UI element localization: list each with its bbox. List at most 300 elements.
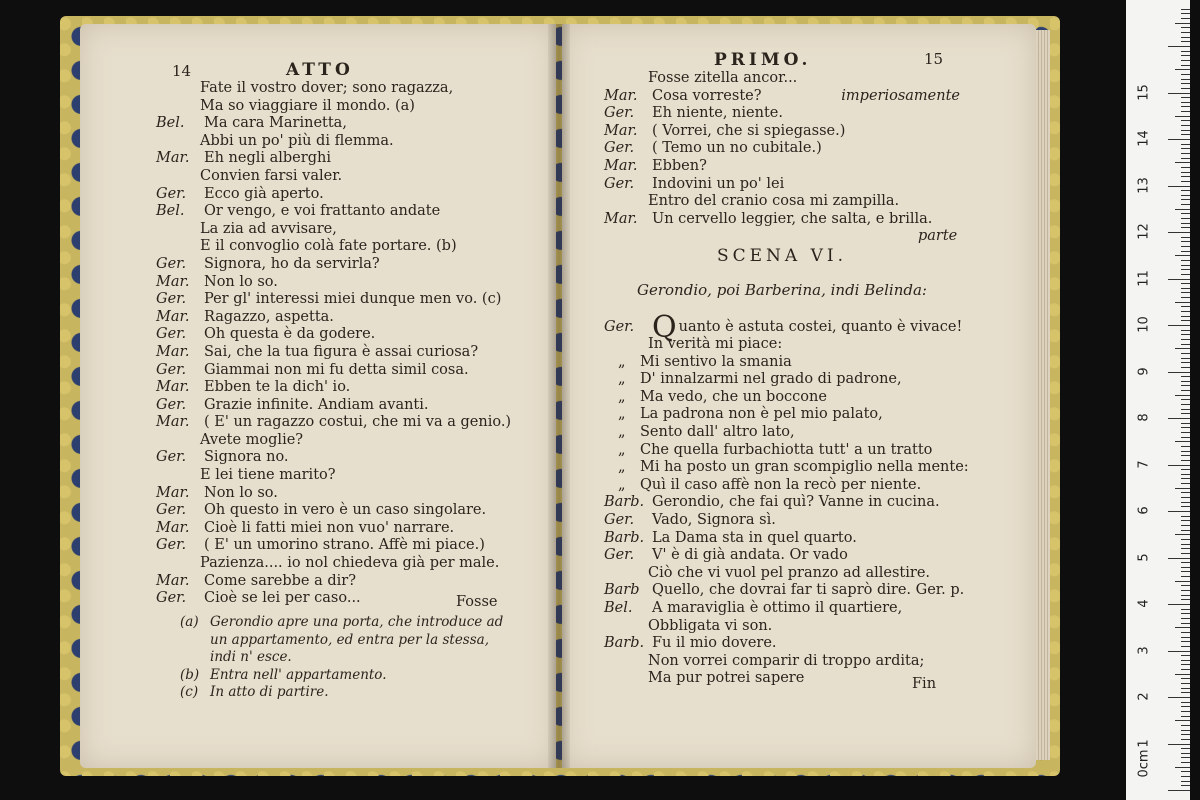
left-running-header: ATTO bbox=[286, 60, 354, 80]
speaker-label: Ger. bbox=[604, 319, 635, 335]
ruler-tick bbox=[1181, 339, 1190, 340]
speaker-label: Mar. bbox=[604, 122, 638, 139]
ruler-tick bbox=[1181, 251, 1190, 252]
ruler-tick bbox=[1181, 548, 1190, 549]
ruler-number: 5 bbox=[1136, 552, 1152, 562]
ruler-tick bbox=[1175, 488, 1190, 489]
ruler-tick bbox=[1181, 111, 1190, 112]
line-text: Ma cara Marinetta, bbox=[204, 115, 347, 132]
ruler-number: 13 bbox=[1136, 176, 1152, 194]
line-text: Or vengo, e voi frattanto andate bbox=[204, 203, 441, 220]
ruler-tick bbox=[1181, 520, 1190, 521]
dialogue-line bbox=[604, 442, 960, 460]
ruler-tick bbox=[1175, 302, 1190, 303]
dialogue-line bbox=[604, 424, 960, 442]
dialogue-line bbox=[156, 379, 526, 397]
speaker-label: Ger. bbox=[156, 537, 187, 554]
dialogue-line bbox=[156, 256, 526, 274]
dialogue-line bbox=[604, 158, 960, 176]
dialogue-line bbox=[156, 309, 526, 327]
ruler-tick bbox=[1181, 97, 1190, 98]
quote-mark: „ bbox=[618, 423, 626, 440]
speaker-label: Ger. bbox=[156, 291, 187, 308]
right-dialogue-top bbox=[604, 70, 960, 228]
line-text: Ragazzo, aspetta. bbox=[204, 308, 334, 325]
speaker-label: Mar. bbox=[156, 273, 190, 290]
ruler-tick bbox=[1181, 237, 1190, 238]
speaker-label: Mar. bbox=[156, 150, 190, 167]
ruler-tick bbox=[1181, 376, 1190, 377]
footnote-text: Gerondio apre una porta, che introduce ad bbox=[210, 614, 504, 630]
ruler-tick bbox=[1181, 330, 1190, 331]
ruler-tick bbox=[1175, 627, 1190, 628]
line-text: Signora, ho da servirla? bbox=[204, 255, 380, 272]
speaker-label: Mar. bbox=[156, 343, 190, 360]
ruler-tick bbox=[1181, 609, 1190, 610]
quote-mark: „ bbox=[618, 371, 626, 388]
ruler-tick bbox=[1181, 423, 1190, 424]
line-text: Quì il caso affè non la recò per niente. bbox=[640, 476, 922, 493]
ruler-tick bbox=[1181, 320, 1190, 321]
ruler-tick bbox=[1181, 120, 1190, 121]
line-text: Fosse zitella ancor... bbox=[648, 70, 798, 86]
ruler-tick bbox=[1181, 409, 1190, 410]
line-text: E il convoglio colà fate portare. (b) bbox=[200, 238, 457, 255]
ruler-number: 6 bbox=[1136, 506, 1152, 515]
dialogue-line bbox=[604, 211, 960, 229]
ruler-tick bbox=[1181, 102, 1190, 103]
dialogue-line bbox=[604, 670, 960, 688]
dialogue-line bbox=[156, 573, 526, 591]
footnote-text: In atto di partire. bbox=[210, 684, 329, 701]
ruler-tick bbox=[1168, 558, 1190, 559]
speaker-label: Bel. bbox=[604, 599, 633, 616]
stage-direction: imperiosamente bbox=[841, 87, 960, 104]
ruler-tick bbox=[1168, 465, 1190, 466]
line-text: Come sarebbe a dir? bbox=[204, 572, 356, 589]
line-text: Un cervello leggier, che salta, e brilla. bbox=[652, 210, 933, 227]
ruler-number: 10 bbox=[1136, 316, 1152, 333]
dialogue-line bbox=[604, 371, 960, 389]
dialogue-line bbox=[156, 449, 526, 467]
ruler-tick bbox=[1181, 385, 1190, 386]
dialogue-line bbox=[604, 176, 960, 194]
first-line-text: uanto è astuta costei, quanto è vivace! bbox=[678, 319, 963, 335]
quote-mark: „ bbox=[618, 388, 626, 405]
right-running-header: PRIMO. bbox=[714, 50, 812, 70]
line-text: ( E' un ragazzo costui, che mi va a genio.) bbox=[204, 414, 512, 431]
speaker-label: Mar. bbox=[156, 308, 190, 325]
ruler-tick bbox=[1181, 655, 1190, 656]
ruler-tick bbox=[1181, 125, 1190, 126]
dialogue-line bbox=[156, 555, 526, 573]
measuring-ruler bbox=[1126, 0, 1190, 800]
ruler-tick bbox=[1181, 544, 1190, 545]
line-text: Eh negli alberghi bbox=[204, 150, 331, 167]
line-text: Non lo so. bbox=[204, 484, 278, 501]
footnote-mark: (a) bbox=[180, 614, 199, 630]
footnote-mark: (b) bbox=[180, 666, 200, 683]
ruler-tick bbox=[1181, 451, 1190, 452]
line-text: Avete moglie? bbox=[200, 431, 304, 448]
line-text: Oh questo in vero è un caso singolare. bbox=[204, 502, 487, 519]
line-text: Vado, Signora sì. bbox=[652, 511, 776, 528]
speaker-label: Ger. bbox=[156, 255, 187, 272]
speaker-label: Barb bbox=[604, 582, 640, 599]
ruler-tick bbox=[1181, 646, 1190, 647]
ruler-number: 12 bbox=[1136, 223, 1152, 240]
ruler-tick bbox=[1181, 292, 1190, 293]
dialogue-line bbox=[604, 653, 960, 671]
ruler-tick bbox=[1175, 581, 1190, 582]
footnote-line bbox=[180, 667, 520, 685]
ruler-number: 15 bbox=[1136, 83, 1152, 101]
ruler-tick bbox=[1181, 41, 1190, 42]
ruler-tick bbox=[1168, 46, 1190, 47]
ruler-number: 2 bbox=[1136, 692, 1152, 701]
ruler-tick bbox=[1181, 153, 1190, 154]
ruler-tick bbox=[1181, 613, 1190, 614]
ruler-tick bbox=[1181, 344, 1190, 345]
line-text: Cosa vorreste? bbox=[652, 87, 762, 104]
line-text: Ciò che vi vuol pel pranzo ad allestire. bbox=[648, 564, 931, 581]
dialogue-line bbox=[604, 565, 960, 583]
line-text: Grazie infinite. Andiam avanti. bbox=[204, 396, 429, 413]
ruler-tick bbox=[1181, 599, 1190, 600]
speaker-label: Ger. bbox=[604, 511, 635, 528]
ruler-tick bbox=[1168, 139, 1190, 140]
ruler-number: 14 bbox=[1136, 130, 1152, 147]
ruler-number: 9 bbox=[1136, 366, 1152, 376]
right-page-number: 15 bbox=[924, 50, 944, 68]
quote-mark: „ bbox=[618, 406, 626, 423]
ruler-tick bbox=[1181, 678, 1190, 679]
line-text: Mi sentivo la smania bbox=[640, 353, 792, 370]
speaker-label: Ger. bbox=[604, 547, 635, 564]
ruler-tick bbox=[1175, 395, 1190, 396]
ruler-tick bbox=[1181, 51, 1190, 52]
speaker-label: Ger. bbox=[156, 590, 187, 607]
footnote-mark: (c) bbox=[180, 684, 199, 701]
line-text: Per gl' interessi miei dunque men vo. (c) bbox=[204, 291, 502, 308]
ruler-number: 4 bbox=[1136, 599, 1152, 608]
ruler-tick bbox=[1181, 706, 1190, 707]
ruler-tick bbox=[1181, 641, 1190, 642]
ruler-tick bbox=[1181, 158, 1190, 159]
left-page-number: 14 bbox=[172, 62, 192, 80]
dialogue-line bbox=[156, 80, 526, 98]
ruler-tick bbox=[1168, 279, 1190, 280]
ruler-tick bbox=[1181, 83, 1190, 84]
dialogue-line bbox=[156, 485, 526, 503]
ruler-tick bbox=[1181, 130, 1190, 131]
left-dialogue bbox=[156, 80, 526, 608]
line-text: Giammai non mi fu detta simil cosa. bbox=[204, 361, 469, 378]
ruler-tick bbox=[1181, 195, 1190, 196]
ruler-tick bbox=[1181, 525, 1190, 526]
ruler-tick bbox=[1181, 381, 1190, 382]
dialogue-line bbox=[156, 274, 526, 292]
quote-mark: „ bbox=[618, 459, 626, 476]
ruler-tick bbox=[1181, 688, 1190, 689]
dialogue-line bbox=[604, 193, 960, 211]
dialogue-line bbox=[156, 362, 526, 380]
line-text: Oh questa è da godere. bbox=[204, 326, 376, 343]
dialogue-line bbox=[604, 389, 960, 407]
footnote-line bbox=[180, 632, 520, 650]
ruler-tick bbox=[1181, 585, 1190, 586]
line-text: Ma pur potrei sapere bbox=[648, 670, 805, 687]
ruler-tick bbox=[1181, 269, 1190, 270]
ruler-tick bbox=[1181, 297, 1190, 298]
speaker-label: Ger. bbox=[156, 396, 187, 413]
speaker-label: Barb. bbox=[604, 635, 645, 652]
ruler-tick bbox=[1168, 93, 1190, 94]
ruler-tick bbox=[1181, 502, 1190, 503]
dialogue-line bbox=[604, 123, 960, 141]
ruler-tick bbox=[1181, 478, 1190, 479]
ruler-tick bbox=[1181, 446, 1190, 447]
ruler-tick bbox=[1168, 232, 1190, 233]
line-text: Pazienza.... io nol chiedeva già per male. bbox=[200, 555, 500, 572]
dialogue-line bbox=[604, 477, 960, 495]
ruler-tick bbox=[1181, 437, 1190, 438]
line-text: Non lo so. bbox=[204, 273, 278, 290]
dialogue-line bbox=[156, 186, 526, 204]
ruler-tick bbox=[1181, 739, 1190, 740]
line-text: Obbligata vi son. bbox=[648, 617, 773, 634]
dialogue-line bbox=[604, 459, 969, 477]
ruler-tick bbox=[1181, 595, 1190, 596]
ruler-tick bbox=[1181, 311, 1190, 312]
ruler-tick bbox=[1175, 441, 1190, 442]
ruler-tick bbox=[1181, 74, 1190, 75]
speaker-label: Mar. bbox=[156, 572, 190, 589]
left-catchword: Fosse bbox=[456, 594, 498, 610]
right-dialogue-aria bbox=[604, 336, 969, 688]
ruler-tick bbox=[1181, 134, 1190, 135]
dialogue-line bbox=[604, 354, 960, 372]
ruler-tick bbox=[1181, 632, 1190, 633]
ruler-tick bbox=[1181, 669, 1190, 670]
footnote-text: indi n' esce. bbox=[210, 649, 292, 666]
ruler-tick bbox=[1175, 209, 1190, 210]
ruler-tick bbox=[1181, 265, 1190, 266]
line-text: Quello, che dovrai far ti saprò dire. Ger. p. bbox=[652, 582, 965, 599]
dialogue-line bbox=[604, 70, 960, 88]
ruler-tick bbox=[1181, 362, 1190, 363]
ruler-tick bbox=[1181, 776, 1190, 777]
ruler-tick bbox=[1175, 116, 1190, 117]
ruler-tick bbox=[1181, 748, 1190, 749]
ruler-tick bbox=[1181, 623, 1190, 624]
dialogue-line bbox=[604, 582, 965, 600]
dialogue-line bbox=[156, 414, 526, 432]
speaker-label: Ger. bbox=[156, 502, 187, 519]
ruler-tick bbox=[1181, 60, 1190, 61]
dialogue-line bbox=[156, 221, 526, 239]
ruler-unit-label: 0cm bbox=[1136, 749, 1152, 778]
line-text: Signora no. bbox=[204, 449, 289, 466]
ruler-tick bbox=[1181, 771, 1190, 772]
line-text: In verità mi piace: bbox=[648, 336, 783, 352]
ruler-tick bbox=[1181, 716, 1190, 717]
line-text: ( E' un umorino strano. Affè mi piace.) bbox=[204, 537, 485, 554]
speaker-label: Barb. bbox=[604, 494, 645, 511]
line-text: La Dama sta in quel quarto. bbox=[652, 529, 857, 546]
scene-characters: Gerondio, poi Barberina, indi Belinda: bbox=[637, 281, 927, 299]
dialogue-line bbox=[156, 238, 526, 256]
ruler-tick bbox=[1181, 172, 1190, 173]
quote-mark: „ bbox=[618, 476, 626, 493]
ruler-tick bbox=[1181, 730, 1190, 731]
line-text: Non vorrei comparir di troppo ardita; bbox=[648, 652, 925, 669]
ruler-tick bbox=[1181, 199, 1190, 200]
ruler-tick bbox=[1181, 567, 1190, 568]
ruler-tick bbox=[1181, 455, 1190, 456]
ruler-tick bbox=[1181, 288, 1190, 289]
speaker-label: Mar. bbox=[156, 519, 190, 536]
ruler-tick bbox=[1181, 181, 1190, 182]
ruler-tick bbox=[1175, 534, 1190, 535]
speaker-label: Mar. bbox=[604, 87, 638, 104]
ruler-tick bbox=[1175, 255, 1190, 256]
dialogue-line bbox=[156, 133, 526, 151]
ruler-tick bbox=[1181, 785, 1190, 786]
ruler-tick bbox=[1175, 69, 1190, 70]
ruler-tick bbox=[1168, 604, 1190, 605]
ruler-tick bbox=[1181, 227, 1190, 228]
ruler-tick bbox=[1181, 334, 1190, 335]
ruler-tick bbox=[1181, 469, 1190, 470]
ruler-tick bbox=[1181, 757, 1190, 758]
line-text: D' innalzarmi nel grado di padrone, bbox=[640, 371, 902, 388]
ruler-tick bbox=[1181, 460, 1190, 461]
dialogue-line bbox=[604, 336, 960, 354]
ruler-number: 3 bbox=[1136, 645, 1152, 655]
speaker-label: Ger. bbox=[156, 326, 187, 343]
line-text: La zia ad avvisare, bbox=[200, 220, 337, 237]
ruler-tick bbox=[1181, 223, 1190, 224]
ruler-tick bbox=[1181, 432, 1190, 433]
ruler-tick bbox=[1168, 511, 1190, 512]
footnote-text: un appartamento, ed entra per la stessa, bbox=[210, 631, 490, 648]
quote-mark: „ bbox=[618, 353, 626, 370]
dialogue-line bbox=[604, 530, 960, 548]
right-catchword: Fin bbox=[912, 676, 937, 692]
ruler-tick bbox=[1175, 348, 1190, 349]
ruler-number: 8 bbox=[1136, 413, 1152, 422]
book-gutter bbox=[548, 24, 570, 768]
line-text: V' è di già andata. Or vado bbox=[652, 547, 848, 564]
dialogue-line bbox=[604, 547, 960, 565]
speaker-label: Ger. bbox=[156, 449, 187, 466]
line-text: ( Vorrei, che si spiegasse.) bbox=[652, 122, 846, 139]
dialogue-line bbox=[604, 406, 960, 424]
ruler-tick bbox=[1181, 590, 1190, 591]
line-text: Che quella furbachiotta tutt' a un tratto bbox=[640, 441, 933, 458]
ruler-tick bbox=[1181, 106, 1190, 107]
page-edges bbox=[1036, 30, 1050, 760]
line-text: Ebben? bbox=[652, 157, 707, 174]
ruler-tick bbox=[1181, 483, 1190, 484]
dialogue-line bbox=[604, 635, 960, 653]
ruler-tick bbox=[1181, 497, 1190, 498]
ruler-tick bbox=[1175, 162, 1190, 163]
line-text: Indovini un po' lei bbox=[652, 175, 785, 192]
stage-direction-parte: parte bbox=[918, 228, 958, 244]
ruler-tick bbox=[1168, 790, 1190, 791]
dialogue-line bbox=[604, 618, 960, 636]
ruler-tick bbox=[1181, 664, 1190, 665]
ruler-tick bbox=[1181, 781, 1190, 782]
ruler-tick bbox=[1181, 32, 1190, 33]
ruler-tick bbox=[1181, 660, 1190, 661]
ruler-tick bbox=[1168, 744, 1190, 745]
ruler-tick bbox=[1181, 539, 1190, 540]
dialogue-line bbox=[156, 291, 526, 309]
footnote-line bbox=[180, 649, 520, 667]
ruler-tick bbox=[1181, 358, 1190, 359]
ruler-tick bbox=[1181, 390, 1190, 391]
ruler-tick bbox=[1181, 148, 1190, 149]
line-text: Gerondio, che fai quì? Vanne in cucina. bbox=[652, 494, 940, 511]
speaker-label: Bel. bbox=[156, 203, 185, 220]
ruler-tick bbox=[1181, 88, 1190, 89]
dialogue-line bbox=[156, 432, 526, 450]
ruler-tick bbox=[1181, 404, 1190, 405]
line-text: A maraviglia è ottimo il quartiere, bbox=[652, 599, 903, 616]
dialogue-line bbox=[156, 520, 526, 538]
dialogue-line bbox=[156, 203, 526, 221]
ruler-tick bbox=[1181, 637, 1190, 638]
ruler-tick bbox=[1181, 474, 1190, 475]
ruler-tick bbox=[1181, 571, 1190, 572]
ruler-tick bbox=[1181, 55, 1190, 56]
ruler-tick bbox=[1181, 37, 1190, 38]
ruler-tick bbox=[1181, 562, 1190, 563]
ruler-tick bbox=[1181, 427, 1190, 428]
ruler-tick bbox=[1181, 734, 1190, 735]
dialogue-line bbox=[604, 88, 960, 106]
footnote-line bbox=[180, 684, 520, 702]
line-text: Ebben te la dich' io. bbox=[204, 379, 351, 396]
ruler-tick bbox=[1181, 367, 1190, 368]
ruler-tick bbox=[1168, 651, 1190, 652]
line-text: Cioè li fatti miei non vuo' narrare. bbox=[204, 519, 455, 536]
speaker-label: Mar. bbox=[156, 484, 190, 501]
dialogue-line bbox=[604, 140, 960, 158]
ruler-tick bbox=[1181, 725, 1190, 726]
ruler-tick bbox=[1181, 213, 1190, 214]
ruler-tick bbox=[1181, 683, 1190, 684]
ruler-tick bbox=[1168, 697, 1190, 698]
dialogue-line bbox=[156, 397, 526, 415]
ruler-tick bbox=[1181, 753, 1190, 754]
ruler-number: 11 bbox=[1136, 269, 1152, 287]
ruler-tick bbox=[1181, 506, 1190, 507]
ruler-tick bbox=[1181, 762, 1190, 763]
line-text: Ma so viaggiare il mondo. (a) bbox=[200, 97, 415, 114]
ruler-tick bbox=[1181, 530, 1190, 531]
line-text: Cioè se lei per caso... bbox=[204, 590, 361, 607]
ruler-tick bbox=[1181, 246, 1190, 247]
drop-cap: Q bbox=[652, 310, 677, 345]
ruler-tick bbox=[1181, 18, 1190, 19]
ruler-tick bbox=[1175, 720, 1190, 721]
ruler-tick bbox=[1175, 767, 1190, 768]
line-text: Sento dall' altro lato, bbox=[640, 423, 795, 440]
